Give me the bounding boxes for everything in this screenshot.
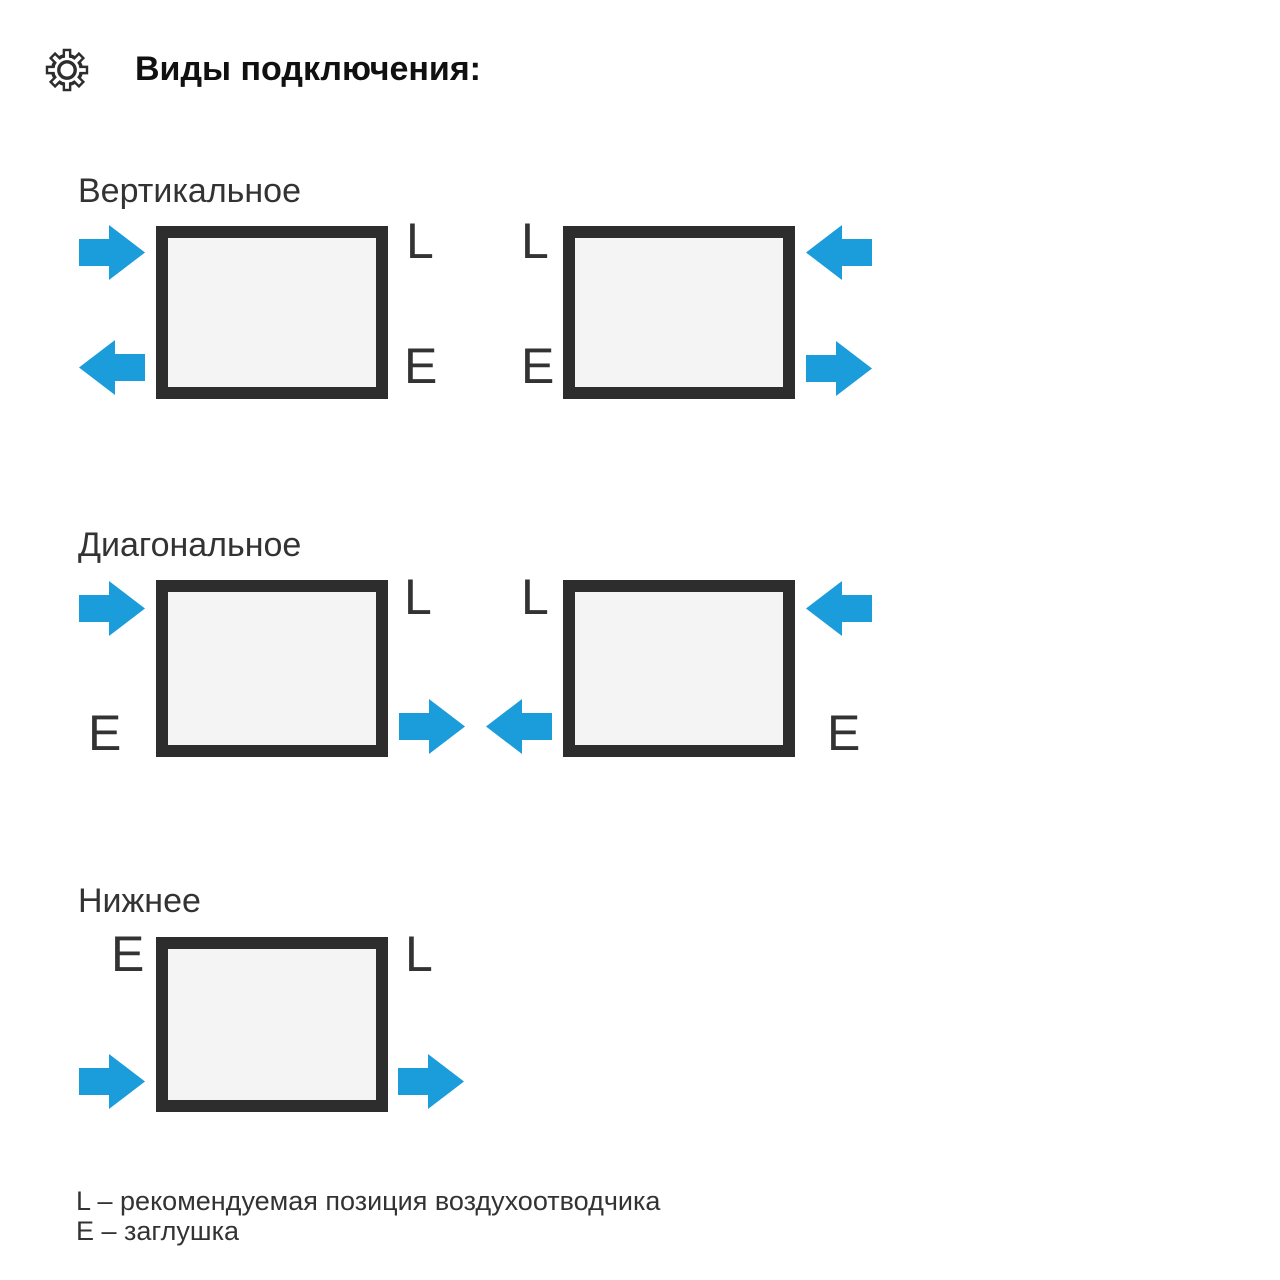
arrow-left-icon bbox=[79, 340, 145, 395]
vent-label: L bbox=[404, 569, 432, 625]
arrow-right-icon bbox=[806, 341, 872, 396]
section-title-vertical: Вертикальное bbox=[78, 172, 301, 210]
plug-label: E bbox=[111, 926, 145, 982]
section-title-bottom: Нижнее bbox=[78, 882, 201, 920]
plug-label: E bbox=[88, 705, 122, 761]
arrow-left-icon bbox=[486, 699, 552, 754]
radiator-box bbox=[156, 937, 388, 1112]
arrow-right-icon bbox=[399, 699, 465, 754]
vent-label: L bbox=[521, 213, 549, 269]
legend bbox=[76, 1186, 660, 1246]
arrow-left-icon bbox=[806, 225, 872, 280]
legend-line-vent: L – рекомендуемая позиция воздухоотводчика bbox=[76, 1186, 661, 1216]
radiator-box bbox=[563, 226, 795, 399]
gear-icon bbox=[40, 43, 94, 97]
radiator-box bbox=[563, 580, 795, 757]
arrow-right-icon bbox=[398, 1054, 464, 1109]
vent-label: L bbox=[406, 213, 434, 269]
section-title-diagonal: Диагональное bbox=[78, 526, 302, 564]
plug-label: E bbox=[827, 705, 861, 761]
plug-label: E bbox=[404, 338, 438, 394]
arrow-right-icon bbox=[79, 225, 145, 280]
arrow-right-icon bbox=[79, 1054, 145, 1109]
vent-label: L bbox=[521, 569, 549, 625]
arrow-right-icon bbox=[79, 581, 145, 636]
vent-label: L bbox=[405, 926, 433, 982]
page-title: Виды подключения: bbox=[135, 50, 481, 88]
plug-label: E bbox=[521, 338, 555, 394]
radiator-box bbox=[156, 580, 388, 757]
radiator-box bbox=[156, 226, 388, 399]
legend-line-plug: E – заглушка bbox=[76, 1216, 240, 1246]
arrow-left-icon bbox=[806, 581, 872, 636]
